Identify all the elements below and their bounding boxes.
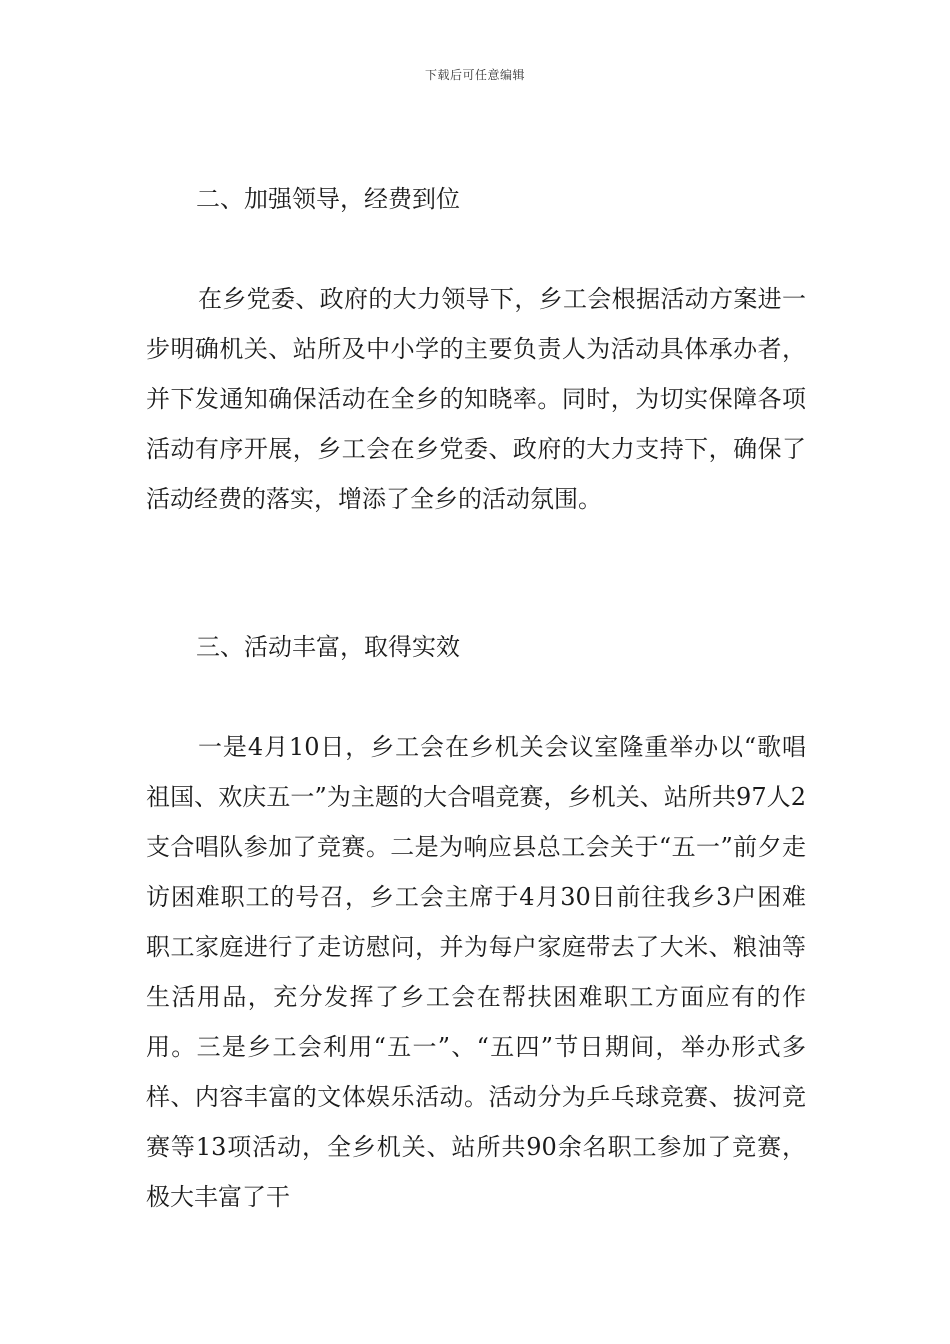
section-paragraph-3: 一是4月10日，乡工会在乡机关会议室隆重举办以“歌唱祖国、欢庆五一”为主题的大合唱竞赛，乡机关、站所共97人2支合唱队参加了竞赛。二是为响应县总工会关于“五一”前夕走访困难职工的号召，乡工会主席于4月30日前往我乡3户困难职工家庭进行了走访慰问，并为每户家庭带去了大米、粮油等生活用品，充分发挥了乡工会在帮扶困难职工方面应有的作用。三是乡工会利用“五一”、“五四”节日期间，举办形式多样、内容丰富的文体娱乐活动。活动分为乒乓球竞赛、拔河竞赛等13项活动，全乡机关、站所共90余名职工参加了竞赛，极大丰富了干 [146, 733, 806, 1211]
section-heading-2: 二、加强领导，经费到位 [196, 185, 460, 213]
header-note: 下载后可任意编辑 [424, 68, 525, 82]
section-heading-3: 三、活动丰富，取得实效 [196, 633, 460, 661]
section-paragraph-2: 在乡党委、政府的大力领导下，乡工会根据活动方案进一步明确机关、站所及中小学的主要负责人为活动具体承办者，并下发通知确保活动在全乡的知晓率。同时，为切实保障各项活动有序开展，乡工会在乡党委、政府的大力支持下，确保了活动经费的落实，增添了全乡的活动氛围。 [146, 285, 806, 513]
